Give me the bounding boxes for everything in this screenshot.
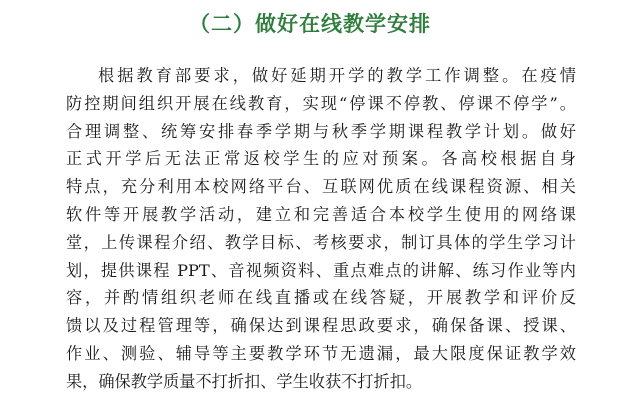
paragraph-line-4: 正式开学后无法正常返校学生的应对预案。各高校根据自身 [66, 149, 576, 169]
paragraph-line-12: 果，确保教学质量不打折扣、学生收获不打折扣。 [66, 371, 423, 391]
paragraph-line-9: 容，并酌情组织老师在线直播或在线答疑，开展教学和评价反 [66, 288, 576, 308]
paragraph-line-5: 特点，充分利用本校网络平台、互联网优质在线课程资源、相关 [66, 177, 576, 197]
paragraph-line-2: 防控期间组织开展在线教育，实现“停课不停教、停课不停学”。 [66, 93, 576, 113]
paragraph-line-6: 软件等开展教学活动，建立和完善适合本校学生使用的网络课 [66, 204, 576, 224]
paragraph-line-3: 合理调整、统筹安排春季学期与秋季学期课程教学计划。做好 [66, 121, 576, 141]
paragraph-line-8: 划，提供课程 PPT、音视频资料、重点难点的讲解、练习作业等内 [66, 260, 576, 280]
body-paragraph [66, 62, 576, 396]
paragraph-line-7: 堂，上传课程介绍、教学目标、考核要求，制订具体的学生学习计 [66, 232, 576, 252]
paragraph-line-11: 作业、测验、辅导等主要教学环节无遗漏，最大限度保证教学效 [66, 343, 576, 363]
paragraph-line-1: 根据教育部要求，做好延期开学的教学工作调整。在疫情 [98, 66, 576, 85]
paragraph-line-10: 馈以及过程管理等，确保达到课程思政要求，确保备课、授课、 [66, 316, 576, 336]
section-heading: （二）做好在线教学安排 [189, 12, 431, 36]
